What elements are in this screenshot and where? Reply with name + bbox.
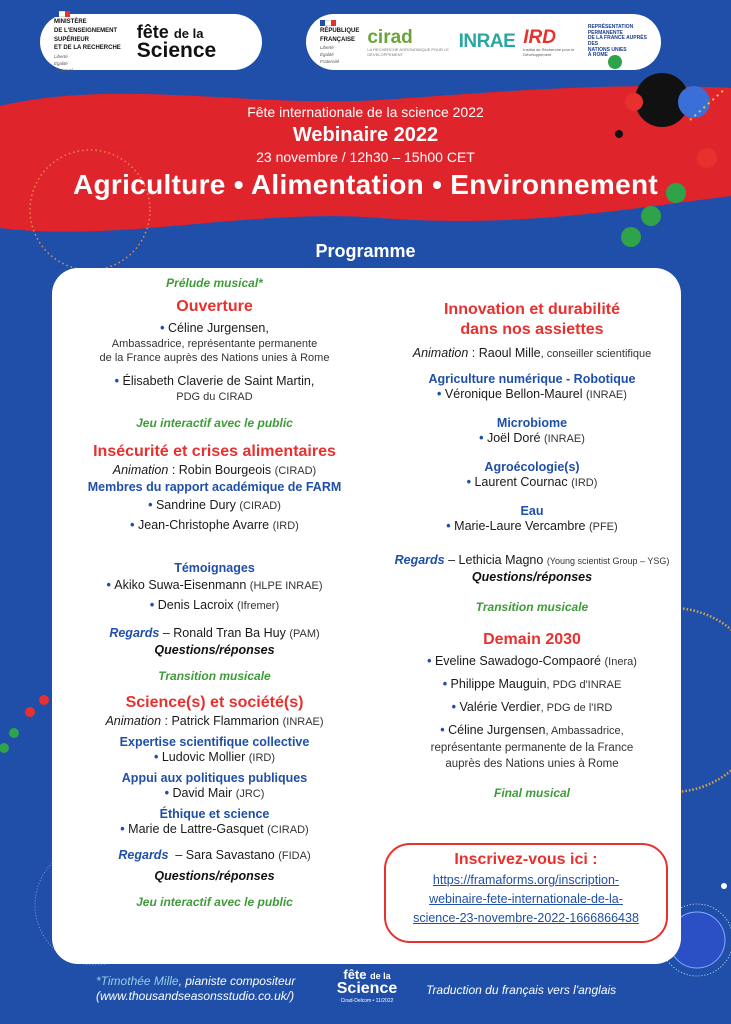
- representation-line: NATIONS UNIES: [587, 46, 627, 53]
- speaker: • Céline Jurgensen, Ambassadrice,: [440, 723, 624, 737]
- speaker-name: Valérie Verdier: [459, 700, 541, 714]
- subsection-title: Microbiome: [496, 416, 568, 430]
- representation-line: À ROME: [587, 52, 608, 59]
- speaker-name: Akiko Suwa-Eisenmann: [114, 578, 247, 592]
- red-dot-icon: [39, 695, 49, 705]
- register-link-line[interactable]: https://framaforms.org/inscription-: [432, 873, 620, 887]
- subsection-title: Témoignages: [174, 561, 255, 575]
- register-link[interactable]: [386, 871, 666, 928]
- register-link-line[interactable]: webinaire-fete-internationale-de-la-: [429, 892, 623, 906]
- regards-line: Regards – Lethicia Magno (Young scientist Group – YSG): [394, 553, 670, 567]
- speaker: • Akiko Suwa-Eisenmann (HLPE INRAE): [106, 578, 323, 592]
- footer-note: [96, 974, 295, 1004]
- speaker-desc: représentante permanente de la France: [430, 742, 634, 754]
- subsection-title: Eau: [520, 504, 544, 518]
- speaker-org: (PFE): [588, 521, 618, 533]
- regards-label: Regards: [394, 553, 445, 567]
- animation-line: Animation : Robin Bourgeois (CIRAD): [112, 463, 317, 477]
- speaker-name: Véronique Bellon-Maurel: [444, 387, 583, 401]
- register-box: [384, 843, 668, 943]
- programme-right-column: [381, 300, 683, 800]
- green-dot-icon: [9, 728, 19, 738]
- jeu-interactif: Jeu interactif avec le public: [136, 895, 293, 909]
- cirad-tagline: LA RECHERCHE AGRONOMIQUE POUR LE DÉVELOPPEMENT: [367, 46, 449, 57]
- green-dot-icon: [0, 743, 9, 753]
- dela-word: de la: [173, 26, 204, 41]
- speaker-name: Eveline Sawadogo-Compaoré: [434, 654, 602, 668]
- speaker-name: Élisabeth Claverie de Saint Martin: [122, 374, 311, 388]
- ministry-line: DE L'ENSEIGNEMENT: [54, 27, 118, 34]
- regards-name: Lethicia Magno: [458, 553, 544, 567]
- speaker: • Denis Lacroix (Ifremer): [149, 598, 280, 612]
- speaker-org: (JRC): [235, 788, 265, 800]
- speaker: • Joël Doré (INRAE): [479, 431, 585, 445]
- translation-note: Traduction du français vers l'anglais: [426, 983, 617, 997]
- animation-line: Animation : Raoul Mille, conseiller scientifique: [412, 346, 652, 360]
- ministry-line: ET DE LA RECHERCHE: [54, 45, 121, 52]
- motto-line: Fraternité: [320, 59, 340, 65]
- speaker-name: Céline Jurgensen: [168, 321, 266, 335]
- animation-label: Animation: [112, 463, 169, 477]
- speaker: • Ludovic Mollier (IRD): [154, 750, 275, 764]
- animator-role: , conseiller scientifique: [540, 348, 652, 360]
- animator-name: Raoul Mille: [478, 346, 541, 360]
- speaker: • Céline Jurgensen,: [160, 321, 269, 335]
- motto-line: Fraternité: [54, 67, 74, 73]
- pianist-website[interactable]: (www.thousandseasonsstudio.co.uk/): [96, 989, 295, 1003]
- speaker-org: (Inera): [604, 656, 637, 668]
- speaker-name: Philippe Mauguin: [450, 677, 547, 691]
- regards-org: (FIDA): [278, 850, 311, 862]
- speaker-org: (CIRAD): [239, 500, 281, 512]
- section-title-innovation-l2: dans nos assiettes: [460, 321, 604, 338]
- representation-line: DE LA FRANCE AUPRÈS DES: [587, 35, 647, 47]
- speaker-name: Marie de Lattre-Gasquet: [128, 822, 264, 836]
- representation-line: REPRÉSENTATION PERMANENTE: [587, 24, 634, 36]
- subsection-title: Expertise scientifique collective: [119, 735, 310, 749]
- ird-name: IRD: [523, 26, 556, 48]
- speaker-name: Marie-Laure Vercambre: [454, 519, 586, 533]
- speaker-name: Ludovic Mollier: [161, 750, 246, 764]
- prelude-musical: Prélude musical*: [166, 276, 263, 290]
- speaker-name: Céline Jurgensen: [448, 723, 546, 737]
- speaker: • Marie de Lattre-Gasquet (CIRAD): [120, 822, 309, 836]
- subsection-title: Appui aux politiques publiques: [121, 771, 308, 785]
- transition-musicale: Transition musicale: [158, 669, 271, 683]
- regards-org: (Young scientist Group – YSG): [546, 556, 670, 566]
- speaker-desc: Ambassadrice, représentante permanente: [111, 338, 318, 350]
- speaker-desc: PDG du CIRAD: [176, 391, 253, 403]
- speaker: • Eveline Sawadogo-Compaoré (Inera): [427, 654, 637, 668]
- speaker: • Valérie Verdier, PDG de l'IRD: [451, 700, 613, 714]
- section-title-innovation: Innovation et durabilité: [443, 301, 620, 318]
- motto-line: Égalité: [54, 60, 68, 66]
- speaker-desc: de la France auprès des Nations unies à Rome: [99, 352, 330, 364]
- animator-org: (CIRAD): [274, 465, 317, 477]
- regards-org: (PAM): [289, 628, 320, 640]
- red-dot-icon: [25, 707, 35, 717]
- ministry-line: SUPÉRIEUR: [54, 36, 90, 43]
- motto-line: Égalité: [320, 52, 334, 58]
- regards-name: Ronald Tran Ba Huy: [173, 626, 286, 640]
- speaker: • Sandrine Dury (CIRAD): [148, 498, 281, 512]
- event-title: Webinaire 2022: [292, 124, 439, 146]
- regards-line: Regards – Sara Savastano (FIDA): [118, 848, 311, 862]
- animation-label: Animation: [105, 714, 162, 728]
- inrae-logo: INRAE: [458, 31, 516, 52]
- section-title-demain: Demain 2030: [483, 631, 581, 648]
- footer-science-word: Science: [336, 980, 398, 997]
- questions-reponses: Questions/réponses: [154, 643, 275, 657]
- final-musical: Final musical: [493, 786, 571, 800]
- pianist-role: , pianiste compositeur: [178, 974, 296, 988]
- register-link-line[interactable]: science-23-novembre-2022-1666866438: [413, 911, 639, 925]
- subsection-title: Membres du rapport académique de FARM: [87, 480, 342, 494]
- speaker-org: (INRAE): [543, 433, 585, 445]
- speaker-name: Sandrine Dury: [155, 498, 236, 512]
- transition-musicale: Transition musicale: [475, 600, 589, 614]
- speaker: • Philippe Mauguin, PDG d'INRAE: [442, 677, 622, 691]
- fete-word: fête: [136, 22, 169, 42]
- republique-line: FRANÇAISE: [320, 36, 356, 43]
- speaker-org: (INRAE): [585, 389, 627, 401]
- banner-text: [0, 104, 731, 201]
- jeu-interactif: Jeu interactif avec le public: [136, 416, 293, 430]
- regards-line: Regards – Ronald Tran Ba Huy (PAM): [109, 626, 320, 640]
- republique-line: RÉPUBLIQUE: [320, 27, 360, 34]
- animation-label: Animation: [412, 346, 469, 360]
- regards-label: Regards: [109, 626, 160, 640]
- speaker: • Marie-Laure Vercambre (PFE): [446, 519, 618, 533]
- speaker: • Laurent Cournac (IRD): [466, 475, 598, 489]
- subsection-title: Agriculture numérique - Robotique: [428, 372, 636, 386]
- questions-reponses: Questions/réponses: [471, 570, 593, 584]
- animation-line: Animation : Patrick Flammarion (INRAE): [105, 714, 324, 728]
- footer-fete-logo: [331, 968, 403, 1004]
- cirad-name: cirad: [367, 26, 413, 48]
- speaker: • Élisabeth Claverie de Saint Martin,: [114, 374, 315, 388]
- register-title: Inscrivez-vous ici :: [454, 851, 598, 868]
- animator-name: Patrick Flammarion: [171, 714, 280, 728]
- speaker-desc: auprès des Nations unies à Rome: [445, 758, 619, 770]
- speaker-name: Jean-Christophe Avarre: [138, 518, 270, 532]
- speaker-org: (IRD): [248, 752, 275, 764]
- animator-name: Robin Bourgeois: [178, 463, 272, 477]
- speaker-name: David Mair: [172, 786, 233, 800]
- speaker-name: Denis Lacroix: [157, 598, 234, 612]
- green-dot-icon: [641, 206, 661, 226]
- speaker-org: (IRD): [571, 477, 598, 489]
- speaker: • Véronique Bellon-Maurel (INRAE): [437, 387, 627, 401]
- white-dot-icon: [721, 883, 727, 889]
- speaker-name: Laurent Cournac: [474, 475, 568, 489]
- footer-fete-word: fête: [343, 967, 367, 982]
- footer-credit: Cirad-Delcom • 11/2022: [340, 998, 394, 1004]
- green-dot-icon: [608, 55, 622, 69]
- animator-org: (INRAE): [282, 716, 324, 728]
- section-title-insecurite: Insécurité et crises alimentaires: [93, 443, 336, 460]
- speaker: • Jean-Christophe Avarre (IRD): [130, 518, 299, 532]
- motto-line: Liberté: [320, 45, 334, 51]
- event-theme: Agriculture • Alimentation • Environnement: [73, 169, 658, 200]
- speaker: • David Mair (JRC): [164, 786, 265, 800]
- regards-name: Sara Savastano: [185, 848, 275, 862]
- motto-line: Liberté: [54, 53, 68, 59]
- speaker-org: , PDG de l'IRD: [540, 702, 613, 714]
- speaker-role: , Ambassadrice,: [545, 725, 624, 737]
- section-title-ouverture: Ouverture: [176, 298, 253, 315]
- speaker-org: , PDG d'INRAE: [546, 679, 622, 691]
- event-date: 23 novembre / 12h30 – 15h00 CET: [256, 149, 475, 165]
- subsection-title: Agroécologie(s): [484, 460, 580, 474]
- footer-dela-word: de la: [370, 971, 391, 981]
- ird-tagline: Institut de Recherche pour le Développement: [523, 46, 575, 57]
- speaker-name: Joël Doré: [486, 431, 541, 445]
- ministry-line: MINISTÈRE: [54, 19, 87, 26]
- event-subtitle: Fête internationale de la science 2022: [247, 104, 484, 120]
- speaker-org: (HLPE INRAE): [249, 580, 323, 592]
- subsection-title: Éthique et science: [159, 807, 270, 821]
- speaker-org: (Ifremer): [236, 600, 280, 612]
- speaker-org: (IRD): [272, 520, 299, 532]
- section-title-sciences: Science(s) et société(s): [125, 694, 304, 711]
- questions-reponses: Questions/réponses: [154, 869, 275, 883]
- regards-label: Regards: [118, 848, 169, 862]
- science-word: Science: [136, 39, 217, 62]
- pianist-name: *Timothée Mille: [96, 974, 179, 988]
- programme-title: Programme: [315, 241, 416, 261]
- speaker-org: (CIRAD): [267, 824, 309, 836]
- programme-left-column: [52, 276, 377, 909]
